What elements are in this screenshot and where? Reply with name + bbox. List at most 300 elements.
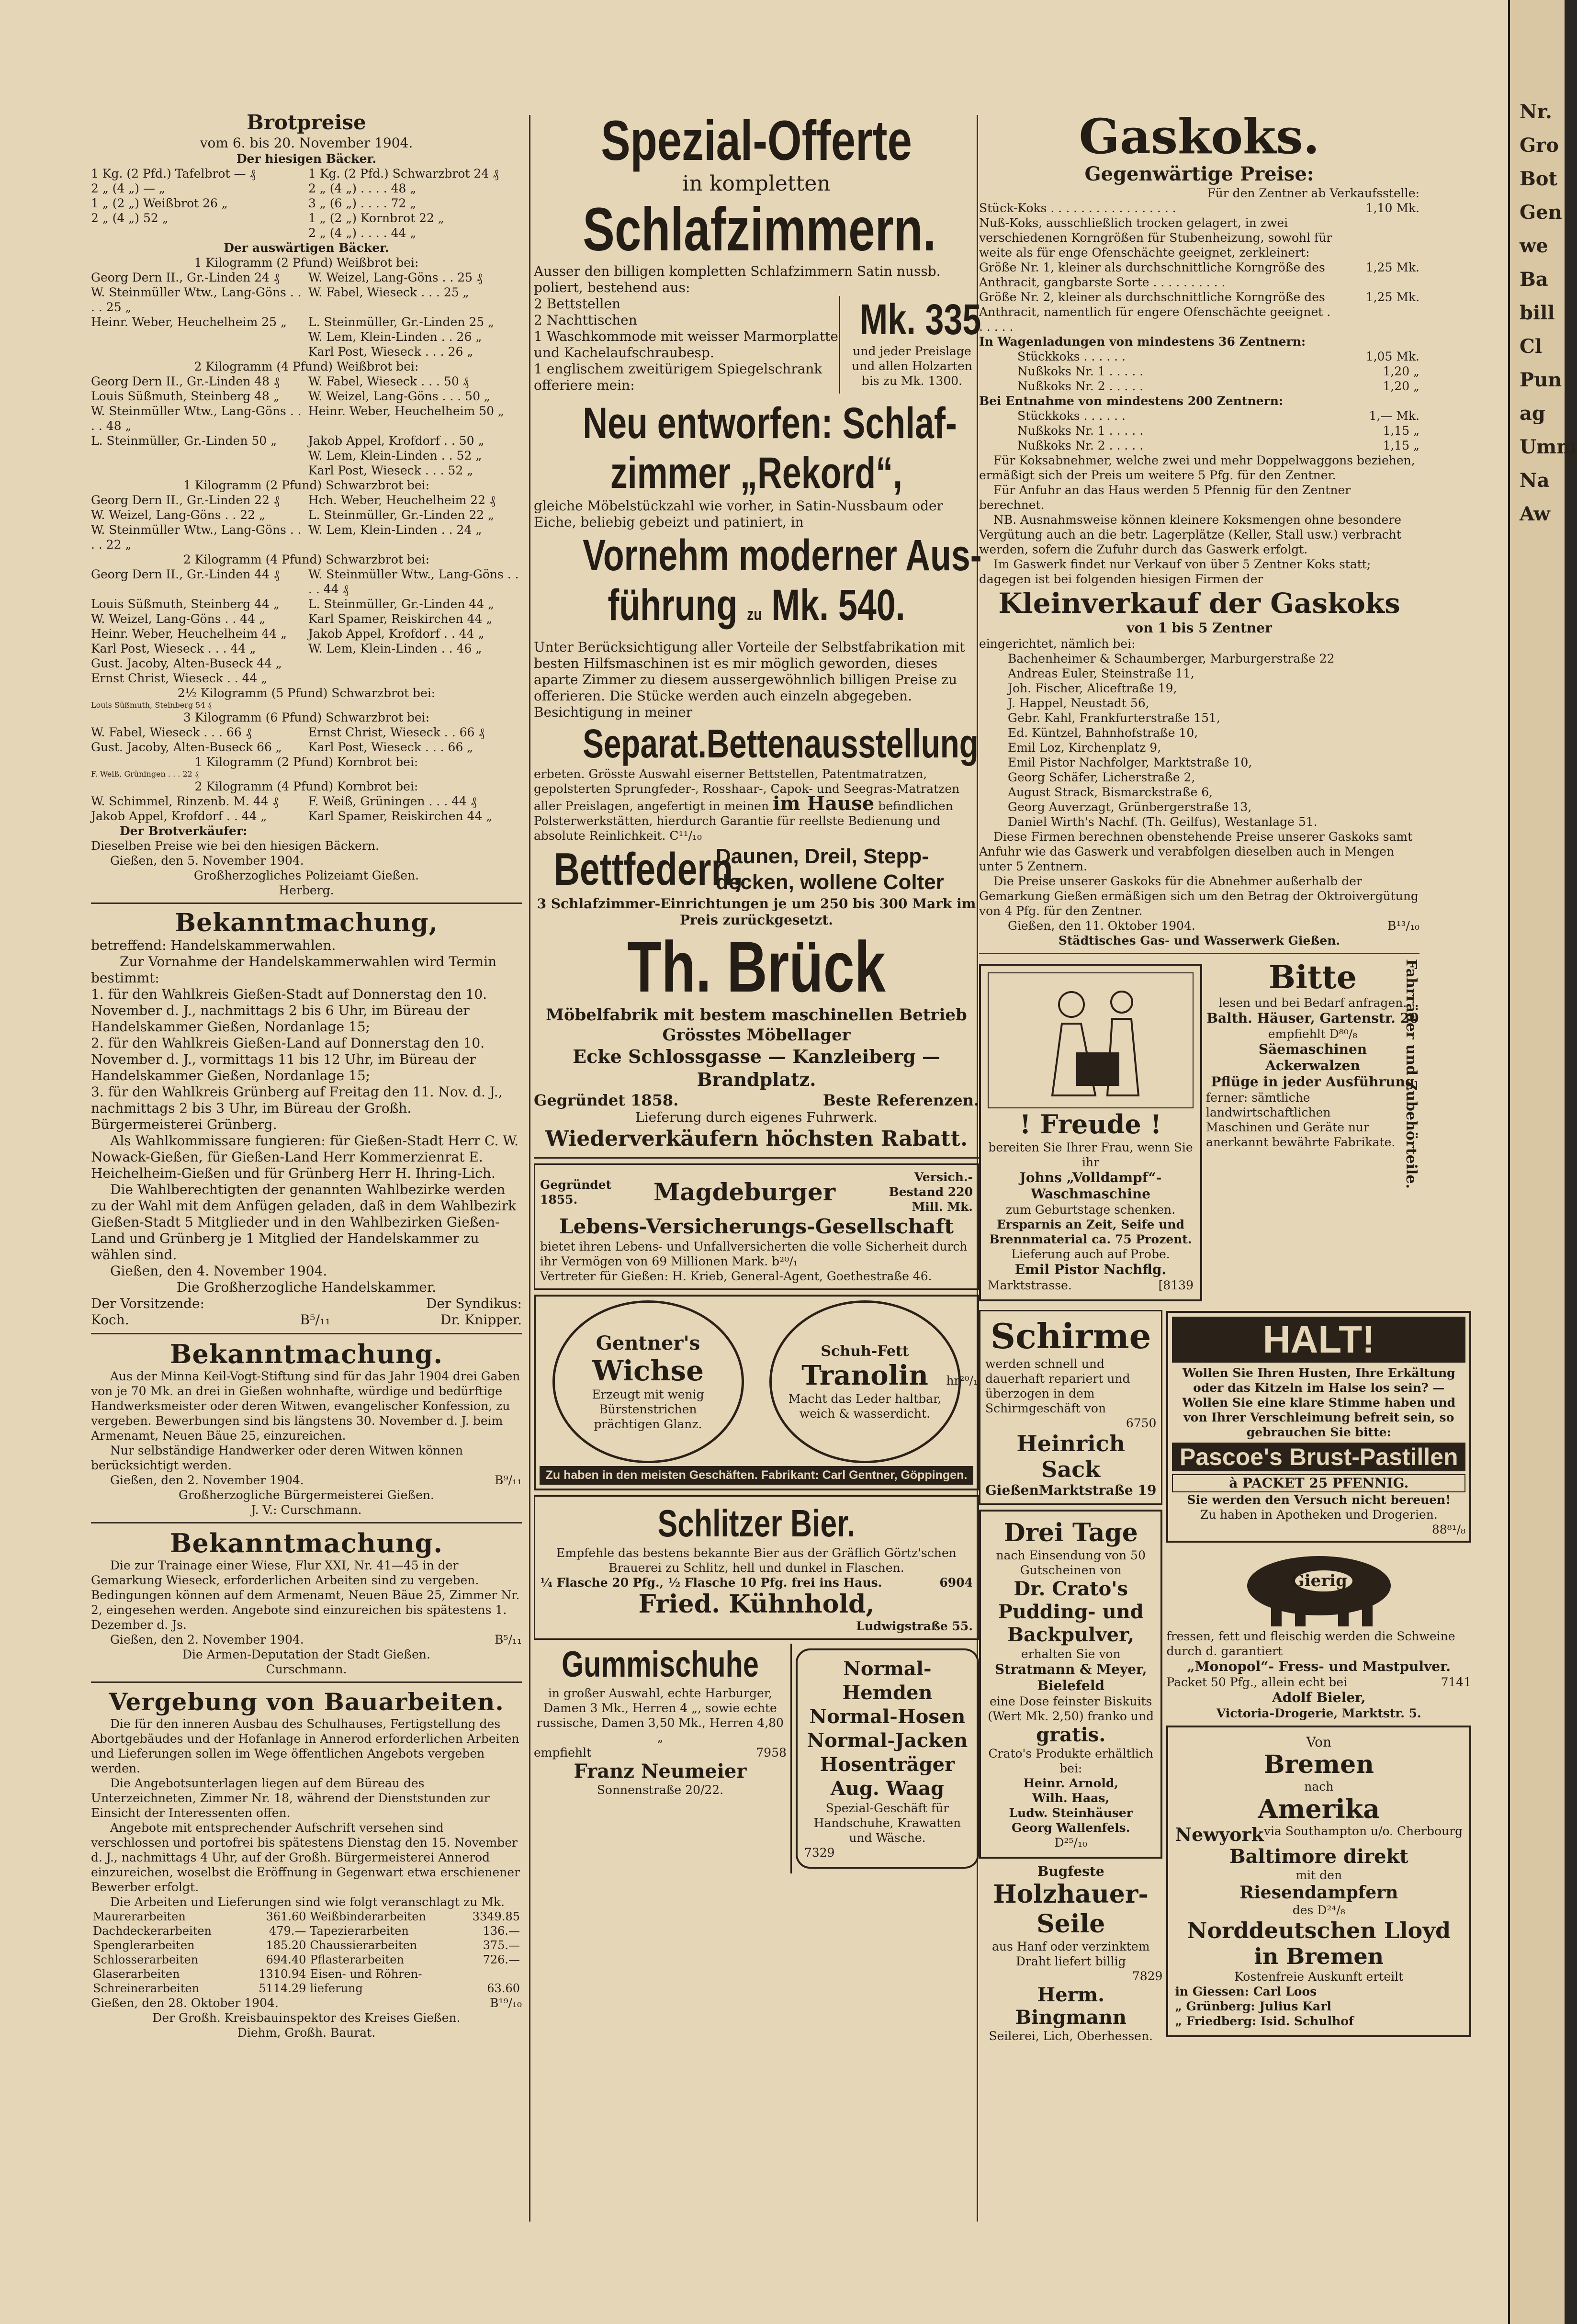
ad-desc: gleiche Möbelstückzahl wie vorher, in Satin-Nussbaum oder Eiche, beliebig gebeizt und patiniert, in (534, 498, 943, 530)
ad-headline: Amerika (1258, 1794, 1380, 1824)
ad-row (1175, 1903, 1463, 1918)
notice-signature: J. V.: Curschmann. (251, 1503, 362, 1517)
ad-headline: Neu entworfen: Schlaf- (583, 399, 957, 448)
list-cell (308, 656, 522, 671)
ad-headline: Bremen (1263, 1750, 1374, 1779)
list-item: 1 Waschkommode mit weisser Marmorplatte und Kachelaufschraubesp. (534, 328, 838, 361)
list-row (91, 656, 522, 671)
ad-headline: Bitte (1269, 959, 1357, 996)
signature-right (426, 1296, 522, 1328)
ad-text: aus Hanf oder verzinktem Draht liefert billig (992, 1940, 1150, 1968)
price-label: Stückkoks . . . . . . (1017, 350, 1126, 363)
list-cell: 2 „ (4 „) . . . . 44 „ (308, 226, 417, 240)
ad-headline: Schlitzer Bier. (657, 1502, 856, 1545)
table-cell: 3349.85 (472, 1910, 520, 1923)
notice-text: Die Angebotsunterlagen liegen auf dem Büreau des Unterzeichneten, Zimmer Nr. 18, während der Dienststunden zur Einsicht der Interessenten offen. (91, 1776, 490, 1820)
table-cell: Eisen- und Röhren- (310, 1967, 422, 1981)
ad-headline: Bettfedern, (553, 844, 743, 895)
price-label: Stück-Koks . . . . . . . . . . . . . . . . . (979, 201, 1176, 215)
ad-text: fressen, fett und fleischig werden die Schweine durch d. garantiert (1166, 1629, 1455, 1658)
ad-text: Die Preise unserer Gaskoks für die Abnehmer außerhalb der Gemarkung Gießen ermäßigen sich um den Betrag der Oktroivergütung von 4 Pfg. für den Zentner. (979, 874, 1419, 918)
list-row (91, 166, 522, 181)
divider (91, 903, 522, 904)
bread-group-rows (91, 493, 522, 552)
ad-items (1206, 1041, 1419, 1090)
notice-signature: Diehm, Großh. Baurat. (237, 2026, 376, 2040)
list-item: Andreas Euler, Steinstraße 11, (1008, 666, 1194, 680)
ad-waag-box (796, 1648, 979, 1869)
ad-firm-name: Emil Pistor Nachflg. (1014, 1262, 1167, 1277)
ad-code: 7829 (1132, 1969, 1163, 1983)
list-cell: 1 „ (2 „) Kornbrot 22 „ (308, 211, 444, 225)
adjacent-page-fragment: Umm (1520, 436, 1577, 458)
ad-text: bietet ihren Lebens- und Unfallversicherten die volle Sicherheit durch ihr Vermögen von 69 Millionen Mark. (540, 1240, 968, 1268)
ad-firm-name: Aug. Waag (830, 1777, 945, 1800)
ad-brueck (534, 109, 982, 1152)
list-cell: W. Steinmüller Wtw., Lang-Göns . . . . 48 „ (91, 404, 302, 433)
ad-text: Hosenträger (820, 1753, 955, 1776)
notice-text: Aus der Minna Keil-Vogt-Stiftung sind für das Jahr 1904 drei Gaben von je 70 Mk. an drei in Gießen wohnhafte, würdige und bedürftige Handwerksmeister oder deren Witwen, evangelischer Konfession, zu vergeben. Bewerbungen sind bis längstens 30. November d. J. beim Armenamt, Neuen Bäue 25, einzureichen. (91, 1369, 520, 1443)
list-cell: Georg Dern II., Gr.-Linden 24 ₰ (91, 271, 280, 284)
price-label: Nuß-Koks, ausschließlich trocken gelagert, in zwei verschiedenen Korngrößen für Stubenheizung, sowohl für weite als für enge Ofenschächte geeignet, zerkleinert: (979, 216, 1332, 259)
ad-code: D⁸⁰/₈ (1329, 1027, 1358, 1041)
price-value (1338, 215, 1419, 260)
table-cell: 1310.94 (259, 1967, 306, 1981)
ad-text: Grösstes Möbellager (662, 1026, 851, 1045)
ad-text: Crato's Produkte erhältlich bei: (988, 1747, 1153, 1775)
list-row (91, 181, 522, 196)
table-cell: lieferung (310, 1982, 363, 1995)
price-row (979, 201, 1419, 215)
notice-title: Bekanntmachung. (169, 1339, 443, 1369)
table-cell: 726.— (483, 1953, 520, 1966)
list-row (91, 522, 522, 552)
list-cell: Karl Post, Wieseck . . . 52 „ (308, 463, 473, 477)
notice-title: Vergebung von Bauarbeiten. (109, 1688, 504, 1716)
ad-text: Empfehle das bestens bekannte Bier aus der Gräflich Görtz'schen Brauerei zu Schlitz, hell und dunkel in Flaschen. (556, 1546, 957, 1575)
ad-row (1175, 1824, 1463, 1845)
adjacent-page-fragment: Bot (1520, 168, 1557, 190)
ad-address: Seilerei, Lich, Oberhessen. (989, 2029, 1153, 2043)
notice-code: B⁵/₁₁ (300, 1312, 331, 1328)
list-item: 2 Nachttischen (534, 312, 637, 328)
ad-headline: Holzhauer-Seile (993, 1880, 1149, 1939)
ad-side-text: Fahrräder und Zubehörteile. (1403, 959, 1419, 1189)
notice-signatures (91, 1296, 522, 1328)
price-label: Nußkoks Nr. 2 . . . . . (1017, 439, 1144, 452)
list-row (91, 493, 522, 508)
ad-text: ¼ Flasche 20 Pfg., ½ Flasche 10 Pfg. frei ins Haus. (540, 1576, 882, 1590)
notice-text: Die Arbeiten und Lieferungen sind wie folgt veranschlagt zu Mk. (110, 1895, 505, 1909)
column-left (91, 110, 522, 2228)
notice-title: Bekanntmachung, (175, 908, 438, 937)
price-value: 1,10 Mk. (1365, 201, 1419, 215)
list-cell: Karl Post, Wieseck . . . 66 „ (308, 740, 473, 754)
list-cell: W. Steinmüller Wtw., Lang-Göns . . . . 44 ₰ (308, 567, 519, 596)
ad-left-stack (979, 1306, 1162, 2043)
table-row (91, 1938, 522, 1952)
list-cell: L. Steinmüller, Gr.-Linden 50 „ (91, 434, 277, 448)
ad-firm-name: Th. Brück (627, 926, 886, 1007)
list-item: Emil Pistor Nachfolger, Marktstraße 10, (1008, 756, 1252, 769)
bread-group-heading: 2½ Kilogramm (5 Pfund) Schwarzbrot bei: (177, 686, 436, 700)
divider (979, 953, 1419, 954)
ad-code: D²⁴/₈ (1317, 1903, 1345, 1917)
notice-signature: Curschmann. (266, 1662, 347, 1676)
bread-group-rows (91, 270, 522, 359)
list-cell: 1 Kg. (2 Pfd.) Schwarzbrot 24 ₰ (308, 167, 499, 181)
notice-text: Die für den inneren Ausbau des Schulhauses, Fertigstellung des Abortgebäudes und der Hofanlage in Annerod erforderlichen Arbeiten und Lieferungen sollen im Wege öffentlichen Angebots vergeben werden. (91, 1717, 519, 1775)
notice-office: Die Großherzogliche Handelskammer. (176, 1279, 437, 1295)
list-row (91, 671, 522, 686)
table-cell: Tapezierarbeiten (310, 1924, 409, 1938)
ad-subline: in kompletten (682, 171, 831, 196)
adjacent-page-fragment: Nr. (1520, 101, 1552, 123)
adjacent-page-fragment: Aw (1520, 503, 1550, 525)
ad-code: 7329 (804, 1846, 835, 1860)
list-cell (308, 671, 522, 686)
list-row (91, 597, 522, 611)
ad-text: Normal-Hemden (842, 1658, 933, 1704)
ad-subheadline (716, 844, 979, 895)
bread-group-rows (91, 700, 522, 710)
table-cell: 375.— (483, 1939, 520, 1952)
price-value: 1,— Mk. (1369, 409, 1419, 423)
list-row (91, 433, 522, 448)
table-cell: 694.40 (266, 1953, 306, 1966)
price-value: 1,15 „ (1383, 424, 1419, 438)
ad-price: Mk. 540. (771, 581, 905, 630)
ad-text: Zu haben in den meisten Geschäften. Fabrikant: Carl Gentner, Göppingen. (540, 1466, 973, 1485)
ad-text: à PACKET 25 PFENNIG. (1172, 1474, 1465, 1492)
ad-firm-name: Stratmann & Meyer, Bielefeld (994, 1661, 1147, 1693)
ad-tin-left (552, 1300, 744, 1463)
adjacent-page-fragment: ag (1520, 402, 1545, 425)
list-row (91, 725, 522, 740)
notice-drainage (91, 1528, 522, 1677)
bread-sellers-heading: Der Brotverkäufer: (120, 824, 248, 838)
list-item: 2 Bettstellen (534, 296, 621, 312)
ad-row (1166, 1675, 1471, 1690)
ad-row (534, 1745, 787, 1760)
ad-headline: ! Freude ! (1019, 1109, 1162, 1139)
ad-text: gratis. (1036, 1724, 1106, 1746)
list-row (91, 226, 522, 240)
list-row (91, 211, 522, 226)
ad-freude (979, 964, 1202, 1301)
notice-place-row (91, 1996, 522, 2010)
ad-row-freude-bitte (979, 959, 1419, 1306)
ad-product: „Monopol“- Fress- und Mastpulver. (1187, 1658, 1451, 1674)
ad-right-stack (1166, 1306, 1471, 2043)
adjacent-page-fragment: Gen (1520, 201, 1562, 224)
ad-text: Riesendampfern (1239, 1883, 1398, 1903)
ad-text: werden schnell und dauerhaft repariert und überzogen in dem Schirmgeschäft von (985, 1357, 1130, 1415)
list-item: Louis Süßmuth, Steinberg 54 ₰ (91, 700, 212, 710)
ad-text: Wollen Sie Ihren Husten, Ihre Erkältung oder das Kitzeln im Halse los sein? — Wollen Sie eine klare Stimme haben und von Ihrer Verschleimung befreit sein, so gebrauchen Sie bitte: (1182, 1366, 1456, 1439)
list-row (91, 270, 522, 285)
ad-row (985, 1482, 1156, 1499)
list-cell: 2 „ (4 „) — „ (91, 181, 165, 195)
adjacent-page-fragment: Na (1520, 469, 1550, 492)
bread-signature: Herberg. (279, 883, 334, 897)
price-label: Größe Nr. 2, kleiner als durchschnittliche Korngröße des Anthracit, namentlich für engere Ofenschächte geeignet . . . . . . (979, 290, 1331, 334)
list-cell (91, 448, 308, 463)
list-cell: 1 Kg. (2 Pfd.) Tafelbrot — ₰ (91, 167, 256, 181)
list-row (91, 809, 522, 824)
ad-firm-name: Norddeutschen Lloyd in Bremen (1187, 1918, 1451, 1969)
notice-place-row (91, 1632, 522, 1647)
list-cell: Georg Dern II., Gr.-Linden 48 ₰ (91, 374, 280, 388)
bread-group-rows (91, 725, 522, 755)
ad-subheadline: Kleinverkauf der Gaskoks (998, 587, 1400, 620)
ad-text: decken, wollene Colter (716, 870, 944, 894)
list-cell (91, 329, 308, 344)
ad-address: Marktstrasse. (988, 1278, 1072, 1292)
notice-paragraph: Als Wahlkommissare fungieren: für Gießen-Stadt Herr C. W. Nowack-Gießen, für Gießen-Land Herr Kommerzienrat E. Heichelheim-Gießen und für Grünberg Herr H. Ihring-Lich. (91, 1133, 519, 1181)
ad-halt (1166, 1311, 1471, 1543)
washing-machine-icon (1019, 981, 1162, 1100)
ad-bottom-row (534, 1644, 979, 1873)
list-row (91, 626, 522, 641)
ad-text: ferner: sämtliche landwirtschaftlichen Maschinen und Geräte nur anerkannt bewährte Fabrikate. (1206, 1091, 1396, 1149)
bread-place-date: Gießen, den 5. November 1904. (110, 854, 304, 868)
list-cell: Heinr. Weber, Heuchelheim 50 „ (308, 404, 504, 418)
ad-label: Gierig (1290, 1571, 1347, 1591)
ad-text: Vertreter für Gießen: H. Krieb, General-Agent, Goethestraße 46. (540, 1269, 932, 1283)
price-label: Größe Nr. 1, kleiner als durchschnittliche Korngröße des Anthracit, gangbarste Sorte . . . . . . . . . . (979, 260, 1325, 289)
ad-text: mit den (1295, 1868, 1342, 1882)
ad-price-line (583, 580, 930, 639)
ad-headline: Separat.Bettenausstellung (583, 721, 979, 766)
ad-code: 88⁸¹/₈ (1431, 1523, 1466, 1536)
price-row (979, 408, 1419, 423)
column-middle (534, 109, 982, 2228)
list-cell: W. Steinmüller Wtw., Lang-Göns . . . . 22 „ (91, 523, 302, 552)
bread-group-heading: 1 Kilogramm (2 Pfund) Schwarzbrot bei: (183, 478, 430, 492)
price-value: 1,20 „ (1383, 364, 1419, 378)
list-item: Wilh. Haas, (1032, 1791, 1110, 1805)
ad-row (1206, 1027, 1419, 1041)
notice-subject: betreffend: Handelskammerwahlen. (91, 937, 336, 953)
washing-machine-illustration (988, 972, 1194, 1108)
list-item: 2. für den Wahlkreis Gießen-Land auf Donnerstag den 10. November d. J., vormittags 11 bis 12 Uhr, im Büreau der Handelskammer Gießen, Nordanlage 15; (91, 1035, 485, 1083)
notice-items (91, 986, 522, 1133)
koks-bulk-rows (979, 408, 1419, 453)
ad-text: via Southampton u/o. Cherbourg (1263, 1824, 1463, 1838)
ad-text: Für den Zentner ab Verkaufsstelle: (1207, 186, 1419, 200)
ad-text: Lieferung durch eigenes Fuhrwerk. (635, 1109, 878, 1125)
ad-product: Pascoe's Brust-Pastillen (1172, 1443, 1465, 1471)
role-chairman: Der Vorsitzende: (91, 1296, 205, 1311)
cost-table (91, 1909, 522, 1996)
bread-group-heading: 1 Kilogramm (2 Pfund) Kornbrot bei: (194, 755, 418, 769)
ad-bettfedern-row (534, 843, 979, 896)
ad-text: Spezial-Geschäft für Handschuhe, Krawatten und Wäsche. (813, 1801, 961, 1845)
notice-foundation (91, 1339, 522, 1517)
list-cell: W. Fabel, Wieseck . . . 50 ₰ (308, 374, 469, 388)
ad-text: Zu haben in Apotheken und Drogerien. (1200, 1508, 1438, 1522)
list-row (91, 196, 522, 211)
list-cell: L. Steinmüller, Gr.-Linden 22 „ (308, 508, 495, 522)
bread-title: Brotpreise (247, 111, 366, 134)
notice-intro: Zur Vornahme der Handelskammerwahlen wird Termin bestimmt: (91, 954, 497, 986)
list-cell: Karl Spamer, Reiskirchen 44 „ (308, 809, 493, 823)
ad-text: Möbelfabrik mit bestem maschinellen Betrieb (546, 1005, 967, 1025)
ad-headline: Schirme (990, 1316, 1151, 1356)
ad-text: Packet 50 Pfg., allein echt bei (1166, 1675, 1348, 1689)
divider (91, 1522, 522, 1523)
list-cell: Karl Post, Wieseck . . . 26 „ (308, 345, 473, 359)
ad-text: Lieferung auch auf Probe. (1011, 1247, 1170, 1261)
ad-firm-name: Lebens-Versicherungs-Gesellschaft (559, 1215, 954, 1238)
list-cell: Karl Post, Wieseck . . . 44 „ (91, 642, 256, 655)
ad-text: zum Geburtstage schenken. (1005, 1203, 1176, 1217)
ad-code: 6750 (1126, 1416, 1157, 1430)
ad-code: D²⁵/₁₀ (1054, 1836, 1087, 1850)
ad-text: Beste Referenzen. (822, 1091, 979, 1109)
list-item: 3. für den Wahlkreis Grünberg auf Freitag den 11. Nov. d. J., nachmittags 2 bis 3 Uhr, im Büreau der Großh. Bürgermeisterei Grünberg. (91, 1084, 503, 1132)
list-cell: W. Lem, Klein-Linden . . 24 „ (308, 523, 482, 537)
ad-text (540, 1239, 973, 1269)
list-cell: Gust. Jacoby, Alten-Buseck 44 „ (91, 656, 282, 670)
ad-code: B¹³/₁₀ (1387, 919, 1419, 933)
ad-text: empfiehlt (534, 1746, 592, 1760)
bread-group-rows (91, 794, 522, 824)
price-row (979, 349, 1419, 364)
ad-code: [8139 (1158, 1278, 1194, 1292)
ad-waag (792, 1644, 979, 1873)
ad-row (534, 1091, 979, 1109)
ad-text: nach Einsendung von 50 Gutscheinen von (996, 1548, 1146, 1577)
table-cell: 185.20 (266, 1939, 306, 1952)
ad-offer-block (534, 296, 979, 394)
price-label: Nußkoks Nr. 2 . . . . . (1017, 379, 1144, 393)
ad-price-box (839, 296, 979, 394)
ad-firm-name: Herm. Bingmann (1015, 1984, 1126, 2029)
list-cell: Jakob Appel, Krofdorf . . 44 „ (308, 627, 484, 641)
price-label: Stückkoks . . . . . . (1017, 409, 1126, 423)
notice-title: Bekanntmachung. (169, 1528, 443, 1558)
ad-text: Gießen, den 11. Oktober 1904. (1008, 919, 1195, 933)
ad-text: „ Friedberg: Isid. Schulhof (1175, 2014, 1354, 2028)
ad-text: des (1292, 1903, 1314, 1917)
ad-headline: Gummischuhe (562, 1644, 759, 1685)
ad-gentner (534, 1295, 979, 1490)
notice-text: Die zur Trainage einer Wiese, Flur XXI, Nr. 41—45 in der Gemarkung Wieseck, erforderlichen Arbeiten sind zu vergeben. Bedingungen können auf dem Armenamt, Neuen Bäue 25, Zimmer Nr. 2, eingesehen werden. Angebote sind einzureichen bis spätestens 1. Dezember d. Js. (91, 1558, 520, 1632)
ad-text: Normal-Jacken (807, 1729, 968, 1752)
ad-items-wrap (534, 296, 839, 394)
list-cell: L. Steinmüller, Gr.-Linden 44 „ (308, 597, 495, 611)
ad-text: von 1 bis 5 Zentner (1126, 620, 1272, 636)
ad-text: erhalten Sie von (1021, 1647, 1121, 1661)
ad-address: Sonnenstraße 20/22. (597, 1783, 724, 1797)
notice-text: Angebote mit entsprechender Aufschrift versehen sind verschlossen und portofrei bis spätestens Dienstag den 15. November d. J., nachmittags 4 Uhr, auf der Großh. Bürgermeisterei Annerod einzureichen, woselbst die Eröffnung in Gegenwart etwa erschienener Bewerber erfolgt. (91, 1821, 520, 1894)
notice-place-date: Gießen, den 2. November 1904. (110, 1473, 304, 1487)
ad-product: Dr. Crato's Pudding- und Backpulver, (998, 1578, 1144, 1646)
ad-code: hr²⁰/₁ (946, 1374, 978, 1388)
ad-text: befindlichen Polsterwerkstätten, hierdurch Garantie für reellste Bedienung und absolute Reinlichkeit. (534, 799, 953, 843)
list-cell: W. Lem, Klein-Linden . . 26 „ (308, 330, 482, 344)
list-row (91, 611, 522, 626)
ad-text: Newyork (1175, 1824, 1264, 1845)
ad-code: 7141 (1441, 1675, 1472, 1689)
list-item: Emil Loz, Kirchenplatz 9, (1008, 741, 1161, 755)
notice-text: Nur selbständige Handwerker oder deren Witwen können berücksichtigt werden. (91, 1444, 463, 1472)
ad-desc (534, 767, 979, 843)
list-item: Ackerwalzen (1265, 1058, 1360, 1073)
ad-text: Gegründet 1855. (540, 1177, 612, 1207)
list-row (91, 374, 522, 389)
ad-bitte (1206, 959, 1419, 1306)
list-item: Heinr. Arnold, (1023, 1776, 1119, 1790)
ad-text: Kostenfreie Auskunft erteilt (1234, 1970, 1404, 1984)
ad-row-schirme-halt (979, 1306, 1472, 2043)
list-row (91, 448, 522, 463)
ad-text: empfiehlt (1268, 1027, 1326, 1041)
bread-sellers-text: Dieselben Preise wie bei den hiesigen Bäckern. (91, 839, 379, 853)
ad-subheadline: Gegenwärtige Preise: (1084, 163, 1314, 185)
list-cell: Karl Spamer, Reiskirchen 44 „ (308, 612, 493, 626)
ad-firm-name: Franz Neumeier (574, 1760, 747, 1782)
list-cell: Jakob Appel, Krofdorf . . 44 „ (91, 809, 267, 823)
bread-auswaertig-heading: Der auswärtigen Bäcker. (224, 241, 389, 255)
list-row (91, 567, 522, 597)
ad-text: Für Koksabnehmer, welche zwei und mehr Doppelwaggons beziehen, ermäßigt sich der Preis um weitere 5 Pfg. für den Zentner. (979, 453, 1415, 482)
price-value: 1,15 „ (1383, 439, 1419, 452)
ad-text: führung (608, 581, 738, 630)
list-cell: W. Schimmel, Rinzenb. M. 44 ₰ (91, 794, 279, 808)
notice-place-date: Gießen, den 2. November 1904. (110, 1633, 304, 1647)
ad-firm-name: Balth. Häuser, Gartenstr. 20 (1206, 1010, 1419, 1026)
price-row (979, 364, 1419, 379)
ad-text: in Giessen: Carl Loos (1175, 1985, 1317, 1998)
signature-left (91, 1296, 204, 1328)
table-cell: 361.60 (266, 1910, 306, 1923)
list-cell: W. Lem, Klein-Linden . . 52 „ (308, 449, 482, 463)
ad-drei-tage (979, 1510, 1162, 1859)
ad-text: zu (747, 604, 762, 624)
bread-group-heading: 2 Kilogramm (4 Pfund) Schwarzbrot bei: (183, 553, 430, 566)
notice-chamber-elections (91, 909, 522, 1328)
name-syndic: Dr. Knipper. (440, 1312, 522, 1328)
list-item: Georg Schäfer, Licherstraße 2, (1008, 770, 1195, 784)
ad-code: 7958 (756, 1746, 787, 1760)
notice-place-row (91, 1473, 522, 1488)
list-cell: 2 „ (4 „) 52 „ (91, 211, 169, 225)
list-cell (91, 463, 308, 478)
list-cell: Hch. Weber, Heuchelheim 22 ₰ (308, 493, 496, 507)
price-row (979, 260, 1419, 290)
koks-firms (979, 651, 1419, 829)
ad-holzhauer (979, 1863, 1162, 2043)
ad-text: Baltimore direkt (1229, 1845, 1408, 1868)
ad-reduction: 3 Schlafzimmer-Einrichtungen je um 250 bis 300 Mark im Preis zurückgesetzt. (537, 896, 976, 928)
ad-schlitzer (534, 1495, 979, 1640)
list-cell: Heinr. Weber, Heuchelheim 44 „ (91, 627, 287, 641)
ad-row (540, 1170, 973, 1214)
table-cell: Weißbinderarbeiten (310, 1910, 426, 1923)
ad-text: in großer Auswahl, echte Harburger, Damen 3 Mk., Herren 4 „, sowie echte russische, Damen 3,50 Mk., Herren 4,80 „ (536, 1686, 784, 1745)
list-row (91, 404, 522, 433)
list-item: Ed. Küntzel, Bahnhofstraße 10, (1008, 726, 1198, 740)
table-cell: 63.60 (487, 1982, 520, 1995)
ad-row (540, 1575, 973, 1590)
list-cell: Gust. Jacoby, Alten-Buseck 66 „ (91, 740, 282, 754)
bread-group-heading: 1 Kilogramm (2 Pfund) Weißbrot bei: (194, 256, 419, 270)
notice-code: B⁵/₁₁ (495, 1633, 522, 1647)
list-row (91, 508, 522, 522)
